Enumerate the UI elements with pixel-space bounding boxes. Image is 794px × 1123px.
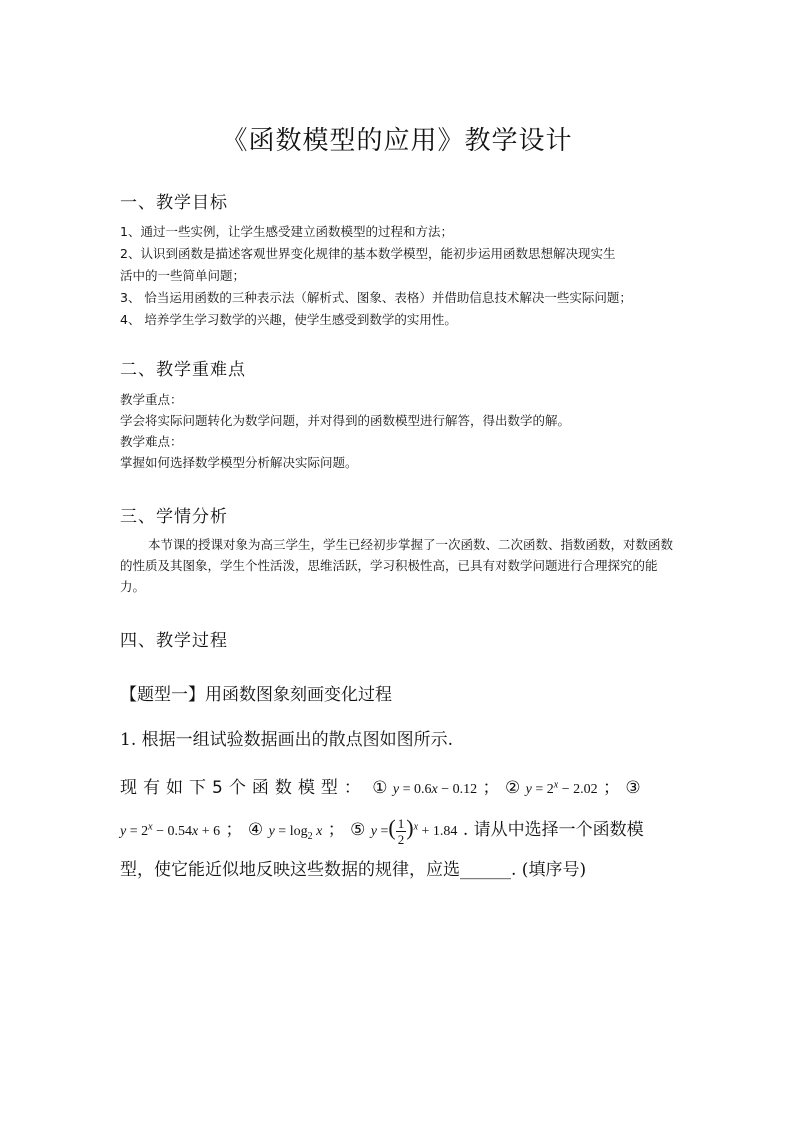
- separator: ；: [225, 820, 243, 840]
- model-3-mark: ③: [625, 778, 641, 798]
- section-heading-student-analysis: 三、学情分析: [120, 507, 228, 527]
- objective-item: 活中的一些简单问题；: [120, 268, 246, 283]
- section-heading-process: 四、教学过程: [120, 631, 228, 651]
- separator: ；: [603, 778, 620, 798]
- section-heading-objectives: 一、教学目标: [120, 193, 228, 213]
- model-2-formula: $y = 2^x - 2.02$: [525, 779, 598, 797]
- model-4-mark: ④: [247, 820, 264, 840]
- separator: ；: [327, 820, 345, 840]
- question-models-line-2: [120, 815, 644, 847]
- student-analysis-paragraph: 本节课的授课对象为高三学生，学生已经初步掌握了一次函数、二次函数、指数函数，对数函数的性质及其图象，学生个性活泼，思维活跃，学习积极性高，已具有对数学问题进行合理探究的能力。: [120, 537, 674, 594]
- model-2-mark: ②: [504, 778, 521, 798]
- separator: ；: [482, 778, 500, 798]
- model-5-mark: ⑤: [350, 820, 366, 840]
- model-5-formula: y =( $\frac{1}{2}$ )$^x$ + 1.84: [370, 815, 458, 848]
- question-1-text: 1. 根据一组试验数据画出的散点图如图所示.: [120, 730, 454, 750]
- model-4-formula: $y = \log_2 x$: [268, 824, 323, 842]
- question-type-title: 【题型一】用函数图象刻画变化过程: [120, 685, 392, 705]
- model-3-formula: $y = 2^x - 0.54x + 6$: [120, 821, 221, 839]
- model-1-formula: y = 0.6x − 0.12: [392, 782, 478, 797]
- difficulty-label: 教学难点：: [120, 434, 183, 449]
- document-title: 《函数模型的应用》教学设计: [221, 126, 573, 156]
- key-point-label: 教学重点：: [120, 392, 183, 407]
- objective-item: 4、 培养学生学习数学的兴趣，使学生感受到数学的实用性。: [120, 312, 457, 327]
- question-tail-1: . 请从中选择一个函数模: [462, 820, 644, 840]
- model-1-mark: ①: [372, 778, 388, 798]
- question-tail-2: 型，使它能近似地反映这些数据的规律，应选______. (填序号): [120, 860, 587, 880]
- difficulty-text: 掌握如何选择数学模型分析解决实际问题。: [120, 455, 358, 470]
- key-point-text: 学会将实际问题转化为数学问题，并对得到的函数模型进行解答，得出数学的解。: [120, 413, 571, 428]
- question-models-line-1: [120, 773, 641, 798]
- models-intro: 现有如下5个函数模型：: [120, 778, 367, 798]
- objective-item: 3、 恰当运用函数的三种表示法（解析式、图象、表格）并借助信息技术解决一些实际问题；: [120, 290, 632, 305]
- objective-item: 1、通过一些实例，让学生感受建立函数模型的过程和方法；: [120, 224, 453, 239]
- objective-item: 2、认识到函数是描述客观世界变化规律的基本数学模型，能初步运用函数思想解决现实生: [120, 246, 616, 261]
- section-heading-key-points: 二、教学重难点: [120, 360, 246, 380]
